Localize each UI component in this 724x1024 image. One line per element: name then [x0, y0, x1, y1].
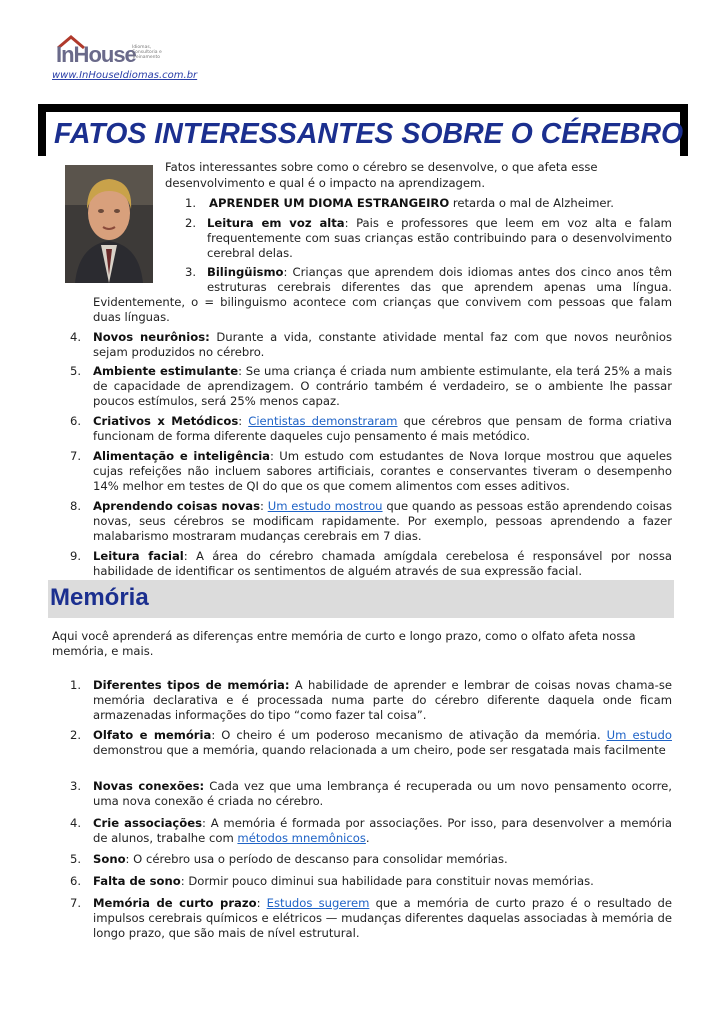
um-estudo-mostrou-link[interactable]: Um estudo mostrou — [267, 499, 383, 513]
memory-item: Diferentes tipos de memória: A habilidade de aprender e lembrar de coisas novas chama-se memória declarativa e é processada numa parte do cérebro diferente daquela onde ficam armazenadas informações do tipo “como fazer tal coisa”. — [93, 678, 672, 722]
inhouse-logo — [54, 34, 194, 68]
logo-text: InHouse — [56, 42, 136, 67]
memory-number: 1. — [70, 678, 82, 692]
intro-line-1: Fatos interessantes sobre como o cérebro se desenvolve, o que afeta esse — [165, 160, 598, 174]
logo-tagline: Idiomas, Consultoria e Treinamento — [132, 45, 162, 60]
fact-number: 5. — [70, 364, 82, 378]
fact-continuation: Evidentemente, o = bilinguismo acontece com crianças que convivem com pessoas que falam duas línguas. — [93, 295, 672, 324]
cientistas-demonstraram-link[interactable]: Cientistas demonstraram — [248, 414, 398, 428]
metodos-mnemonicos-link[interactable]: métodos mnemônicos — [237, 831, 366, 845]
intro-line-2: desenvolvimento e qual é o impacto na aprendizagem. — [165, 176, 486, 190]
page-title: FATOS INTERESSANTES SOBRE O CÉREBRO — [54, 118, 684, 150]
memory-number: 3. — [70, 779, 82, 793]
fact-number: 1. — [185, 196, 197, 210]
fact-item: APRENDER UM DIOMA ESTRANGEIRO retarda o mal de Alzheimer. — [209, 196, 614, 210]
memory-number: 2. — [70, 728, 82, 742]
fact-number: 9. — [70, 549, 82, 563]
fact-item: Ambiente estimulante: Se uma criança é criada num ambiente estimulante, ela terá 25% a mais de capacidade de aprendizagem. O contrário também é verdadeiro, se o ambiente lhe passar poucos estímulos, será 25% menos capaz. — [93, 364, 672, 408]
fact-number: 4. — [70, 330, 82, 344]
memory-title: Memória — [50, 584, 149, 611]
memory-item: Novas conexões: Cada vez que uma lembrança é recuperada ou um novo pensamento ocorre, uma nova conexão é criada no cérebro. — [93, 779, 672, 808]
memory-item: Olfato e memória: O cheiro é um poderoso mecanismo de ativação da memória. Um estudo demonstrou que a memória, quando relacionada a um cheiro, pode ser resgatada mais facilmente — [93, 728, 672, 757]
memory-number: 7. — [70, 896, 82, 910]
memory-number: 6. — [70, 874, 82, 888]
um-estudo-link[interactable]: Um estudo — [606, 728, 672, 742]
fact-number: 2. — [185, 216, 197, 230]
memory-item: Crie associações: A memória é formada por associações. Por isso, para desenvolver a memória de alunos, trabalhe com métodos mnemônicos. — [93, 816, 672, 845]
memory-item: Falta de sono: Dormir pouco diminui sua habilidade para constituir novas memórias. — [93, 874, 594, 888]
memory-number: 5. — [70, 852, 82, 866]
memory-section-header — [48, 580, 674, 618]
fact-item: Leitura facial: A área do cérebro chamada amígdala cerebelosa é responsável por nossa habilidade de identificar os sentimentos de alguém através de sua expressão facial. — [93, 549, 672, 578]
memory-item: Sono: O cérebro usa o período de descanso para consolidar memórias. — [93, 852, 508, 866]
title-banner — [38, 104, 688, 156]
memory-item: Memória de curto prazo: Estudos sugerem que a memória de curto prazo é o resultado de impulsos cerebrais químicos e elétricos — mudanças diferentes daquelas associadas à memória de longo prazo, que são mais de nível estrutural. — [93, 896, 673, 940]
fact-item: Bilingüismo: Crianças que aprendem dois idiomas antes dos cinco anos têm estruturas cerebrais diferentes das que aprendem apenas uma língua. — [207, 265, 672, 294]
fact-number: 6. — [70, 414, 82, 428]
memory-number: 4. — [70, 816, 82, 830]
fact-item: Novos neurônios: Durante a vida, constante atividade mental faz com que novos neurônios sejam produzidos no cérebro. — [93, 330, 672, 359]
fact-item: Alimentação e inteligência: Um estudo com estudantes de Nova Iorque mostrou que aqueles cujas refeições não incluem sabores artificiais, corantes e conservantes tiveram o desempenho 14% melhor em testes de QI do que os que comem alimentos com esses aditivos. — [93, 449, 672, 493]
fact-number: 7. — [70, 449, 82, 463]
memory-intro: Aqui você aprenderá as diferenças entre memória de curto e longo prazo, como o olfato afeta nossa memória, e mais. — [52, 629, 636, 658]
fact-item: Criativos x Metódicos: Cientistas demonstraram que cérebros que pensam de forma criativa funcionam de forma diferente daqueles cujo pensamento é mais metódico. — [93, 414, 672, 443]
site-url-link[interactable]: www.InHouseIdiomas.com.br — [52, 70, 198, 81]
portrait-photo — [65, 165, 153, 283]
fact-number: 8. — [70, 499, 82, 513]
fact-item: Aprendendo coisas novas: Um estudo mostrou que quando as pessoas estão aprendendo coisas novas, seus cérebros se modificam rapidamente. Por exemplo, pessoas aprendendo a fazer malabarismo mostraram mudanças cerebrais em 7 dias. — [93, 499, 673, 543]
fact-number: 3. — [185, 265, 197, 279]
estudos-sugerem-link[interactable]: Estudos sugerem — [266, 896, 370, 910]
fact-item: Leitura em voz alta: Pais e professores que leem em voz alta e falam frequentemente com suas crianças estão contribuindo para o desenvolvimento cerebral delas. — [207, 216, 672, 260]
